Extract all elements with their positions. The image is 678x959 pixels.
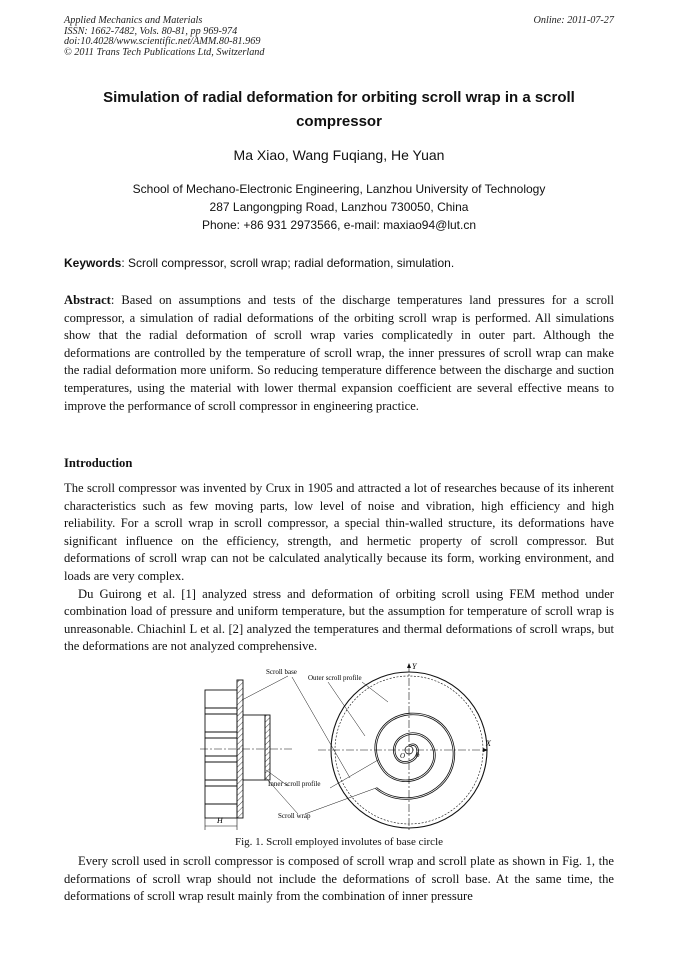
journal-doi: doi:10.4028/www.scientific.net/AMM.80-81.969 [64, 36, 261, 48]
online-date: Online: 2011-07-27 [533, 15, 614, 26]
label-b: b [416, 751, 420, 759]
journal-name: Applied Mechanics and Materials [64, 15, 203, 26]
label-o: O [400, 752, 406, 760]
journal-issn: ISSN: 1662-7482, Vols. 80-81, pp 969-974 [64, 25, 238, 37]
keywords-text: : Scroll compressor, scroll wrap; radial deformation, simulation. [121, 256, 455, 270]
body-paragraph-3: Every scroll used in scroll compressor is composed of scroll wrap and scroll plate as shown in Fig. 1, the deformations of scroll wrap should not include the deformations of scroll base. At the same time, the deformations of scroll wrap result mainly from the combination of inner pressure [64, 854, 614, 904]
section-heading-introduction: Introduction [64, 456, 133, 470]
figure-caption: Fig. 1. Scroll employed involutes of base circle [234, 836, 444, 848]
label-scroll-wrap: Scroll wrap [278, 812, 311, 820]
section-body [64, 853, 614, 906]
label-inner-profile: Inner scroll profile [268, 780, 321, 788]
abstract-label: Abstract [64, 293, 111, 307]
journal-header [64, 16, 264, 58]
front-view [318, 664, 487, 832]
introduction-paragraph-1: The scroll compressor was invented by Crux in 1905 and attracted a lot of researches because of its inherent characteristics such as few moving parts, low level of noise and vibration, high efficiency and high reliability. For a scroll wrap in scroll compressor, a special thin-walled structure, its deformations have significant influence on the efficiency, strength, and hermetic property of scroll compressor. But deformations of scroll wrap can not be calculated analytically because its form, working environment, and loads are very complex. [64, 481, 614, 583]
affiliation [64, 180, 614, 234]
keywords [64, 256, 614, 270]
figure-scroll-diagram [180, 660, 500, 832]
label-scroll-base: Scroll base [266, 668, 297, 676]
affiliation-line-1: School of Mechano-Electronic Engineering, Lanzhou University of Technology [132, 182, 546, 196]
introduction-body [64, 480, 614, 656]
label-h: H [217, 816, 223, 825]
label-x: X [486, 739, 491, 748]
abstract-text: : Based on assumptions and tests of the discharge temperatures land pressures for a scroll compressor, a simulation of radial deformations of the orbiting scroll wrap is performed. All simulations show that the radial deformation of scroll wrap varies complicatedly in outer part. Although the deformations are controlled by the temperature of scroll wrap, the inner pressures of scroll wrap can make the radial deformation more uniform. So reducing temperature difference between the discharge and suction temperatures, using the material with lower thermal expansion coefficient are several effective means to improve the performance of scroll compressor in engineering practice. [64, 293, 614, 413]
abstract [64, 292, 614, 415]
paper-authors: Ma Xiao, Wang Fuqiang, He Yuan [233, 147, 445, 163]
keywords-label: Keywords [64, 256, 122, 270]
affiliation-line-3: Phone: +86 931 2973566, e-mail: maxiao94@lut.cn [201, 218, 477, 232]
affiliation-line-2: 287 Langongping Road, Lanzhou 730050, China [209, 200, 469, 214]
introduction-paragraph-2: Du Guirong et al. [1] analyzed stress and deformation of orbiting scroll using FEM method under combination load of pressure and uniform temperature, but the assumption for temperature of scroll wrap is unreasonable. Chiachinl L et al. [2] analyzed the temperatures and thermal deformations of scroll wraps, but the deformations are not analyzed comprehensive. [64, 586, 614, 654]
side-view [200, 680, 292, 830]
label-y: Y [412, 662, 417, 671]
label-outer-profile: Outer scroll profile [308, 674, 362, 682]
paper-title: Simulation of radial deformation for orbiting scroll wrap in a scroll compressor [103, 89, 575, 130]
journal-copyright: © 2011 Trans Tech Publications Ltd, Switzerland [64, 46, 265, 58]
